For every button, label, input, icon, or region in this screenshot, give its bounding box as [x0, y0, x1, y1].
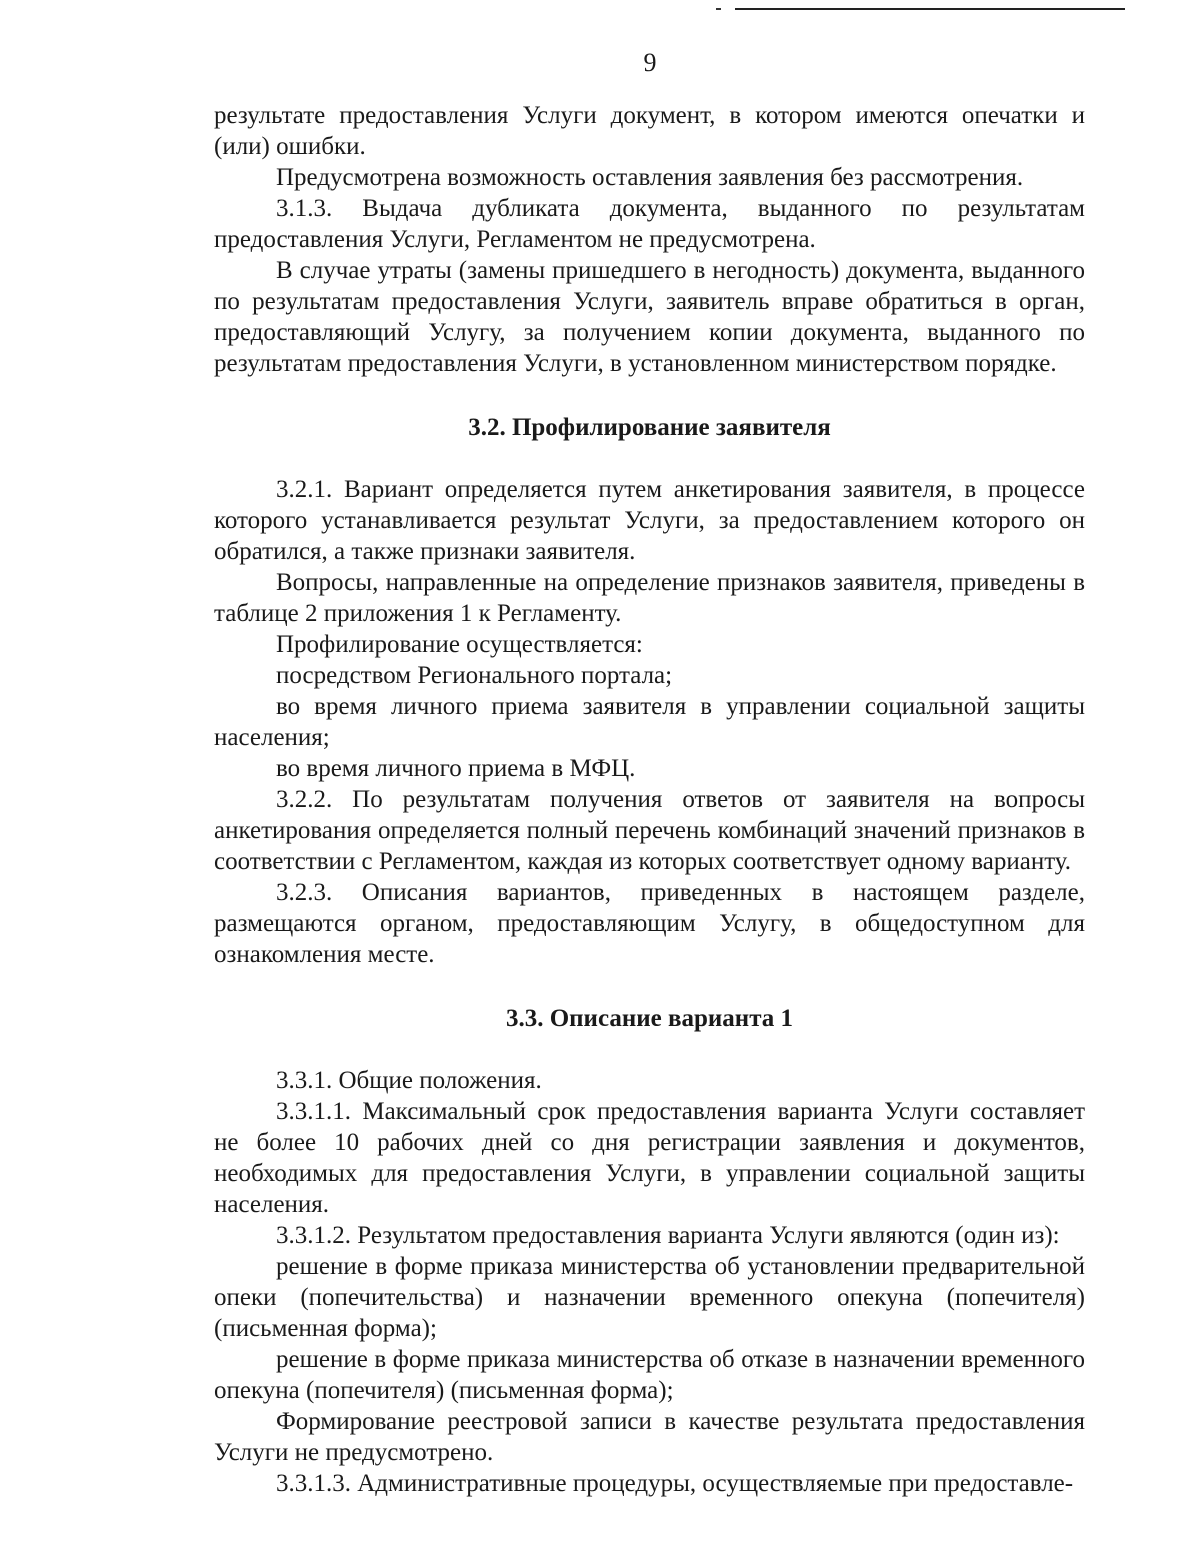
paragraph: 3.3.1. Общие положения. — [276, 1067, 542, 1094]
section-heading-3-3: 3.3. Описание варианта 1 — [505, 1005, 794, 1032]
spacer — [214, 1034, 1085, 1065]
paragraph: 3.3.1.1. Максимальный срок предоставления варианта Услуги составляет не более 10 рабочих дней со дня регистрации заявления и документов, необходимых для предоставления Услуги, в управлении социальной защиты населения. — [214, 1098, 1085, 1218]
paragraph: результате предоставления Услуги документ, в котором имеются опечатки и (или) ошибки. — [214, 102, 1085, 160]
paragraph: Предусмотрена возможность оставления заявления без рассмотрения. — [276, 164, 1024, 191]
paragraph: 3.3.1.3. Административные процедуры, осуществляемые при предоставле- — [276, 1470, 1074, 1497]
section-heading-3-2: 3.2. Профилирование заявителя — [468, 414, 831, 441]
paragraph: 3.1.3. Выдача дубликата документа, выданного по результатам предоставления Услуги, Регламентом не предусмотрена. — [214, 195, 1085, 253]
paragraph: В случае утраты (замены пришедшего в негодность) документа, выданного по результатам предоставления Услуги, заявитель вправе обратиться в орган, предоставляющий Услугу, за получением копии документа, выданного по результатам предоставления Услуги, в установленном министерством порядке. — [214, 257, 1085, 377]
page-number: 9 — [643, 48, 657, 77]
paragraph: Профилирование осуществляется: — [276, 631, 643, 658]
paragraph: 3.3.1.2. Результатом предоставления варианта Услуги являются (один из): — [276, 1222, 1060, 1249]
scan-artifact-dot — [716, 8, 721, 10]
list-item: решение в форме приказа министерства об отказе в назначении временного опекуна (попечителя) (письменная форма); — [214, 1346, 1085, 1404]
paragraph: Формирование реестровой записи в качестве результата предоставления Услуги не предусмотрено. — [214, 1408, 1085, 1466]
list-item: решение в форме приказа министерства об установлении предварительной опеки (попечительства) и назначении временного опекуна (попечителя) (письменная форма); — [214, 1253, 1085, 1342]
paragraph: 3.2.2. По результатам получения ответов от заявителя на вопросы анкетирования определяется полный перечень комбинаций значений признаков в соответствии с Регламентом, каждая из которых соответствует одному варианту. — [214, 786, 1085, 875]
list-item: во время личного приема заявителя в управлении социальной защиты населения; — [214, 693, 1085, 751]
list-item: во время личного приема в МФЦ. — [276, 755, 636, 782]
spacer — [214, 443, 1085, 474]
paragraph: 3.2.3. Описания вариантов, приведенных в настоящем разделе, размещаются органом, предоставляющим Услугу, в общедоступном для ознакомления месте. — [214, 879, 1085, 968]
spacer — [214, 379, 1085, 412]
document-body — [214, 100, 1085, 1499]
paragraph: Вопросы, направленные на определение признаков заявителя, приведены в таблице 2 приложения 1 к Регламенту. — [214, 569, 1085, 627]
list-item: посредством Регионального портала; — [276, 662, 673, 689]
spacer — [214, 970, 1085, 1003]
paragraph: 3.2.1. Вариант определяется путем анкетирования заявителя, в процессе которого устанавливается результат Услуги, за предоставлением которого он обратился, а также признаки заявителя. — [214, 476, 1085, 565]
scan-artifact-line — [735, 8, 1125, 10]
